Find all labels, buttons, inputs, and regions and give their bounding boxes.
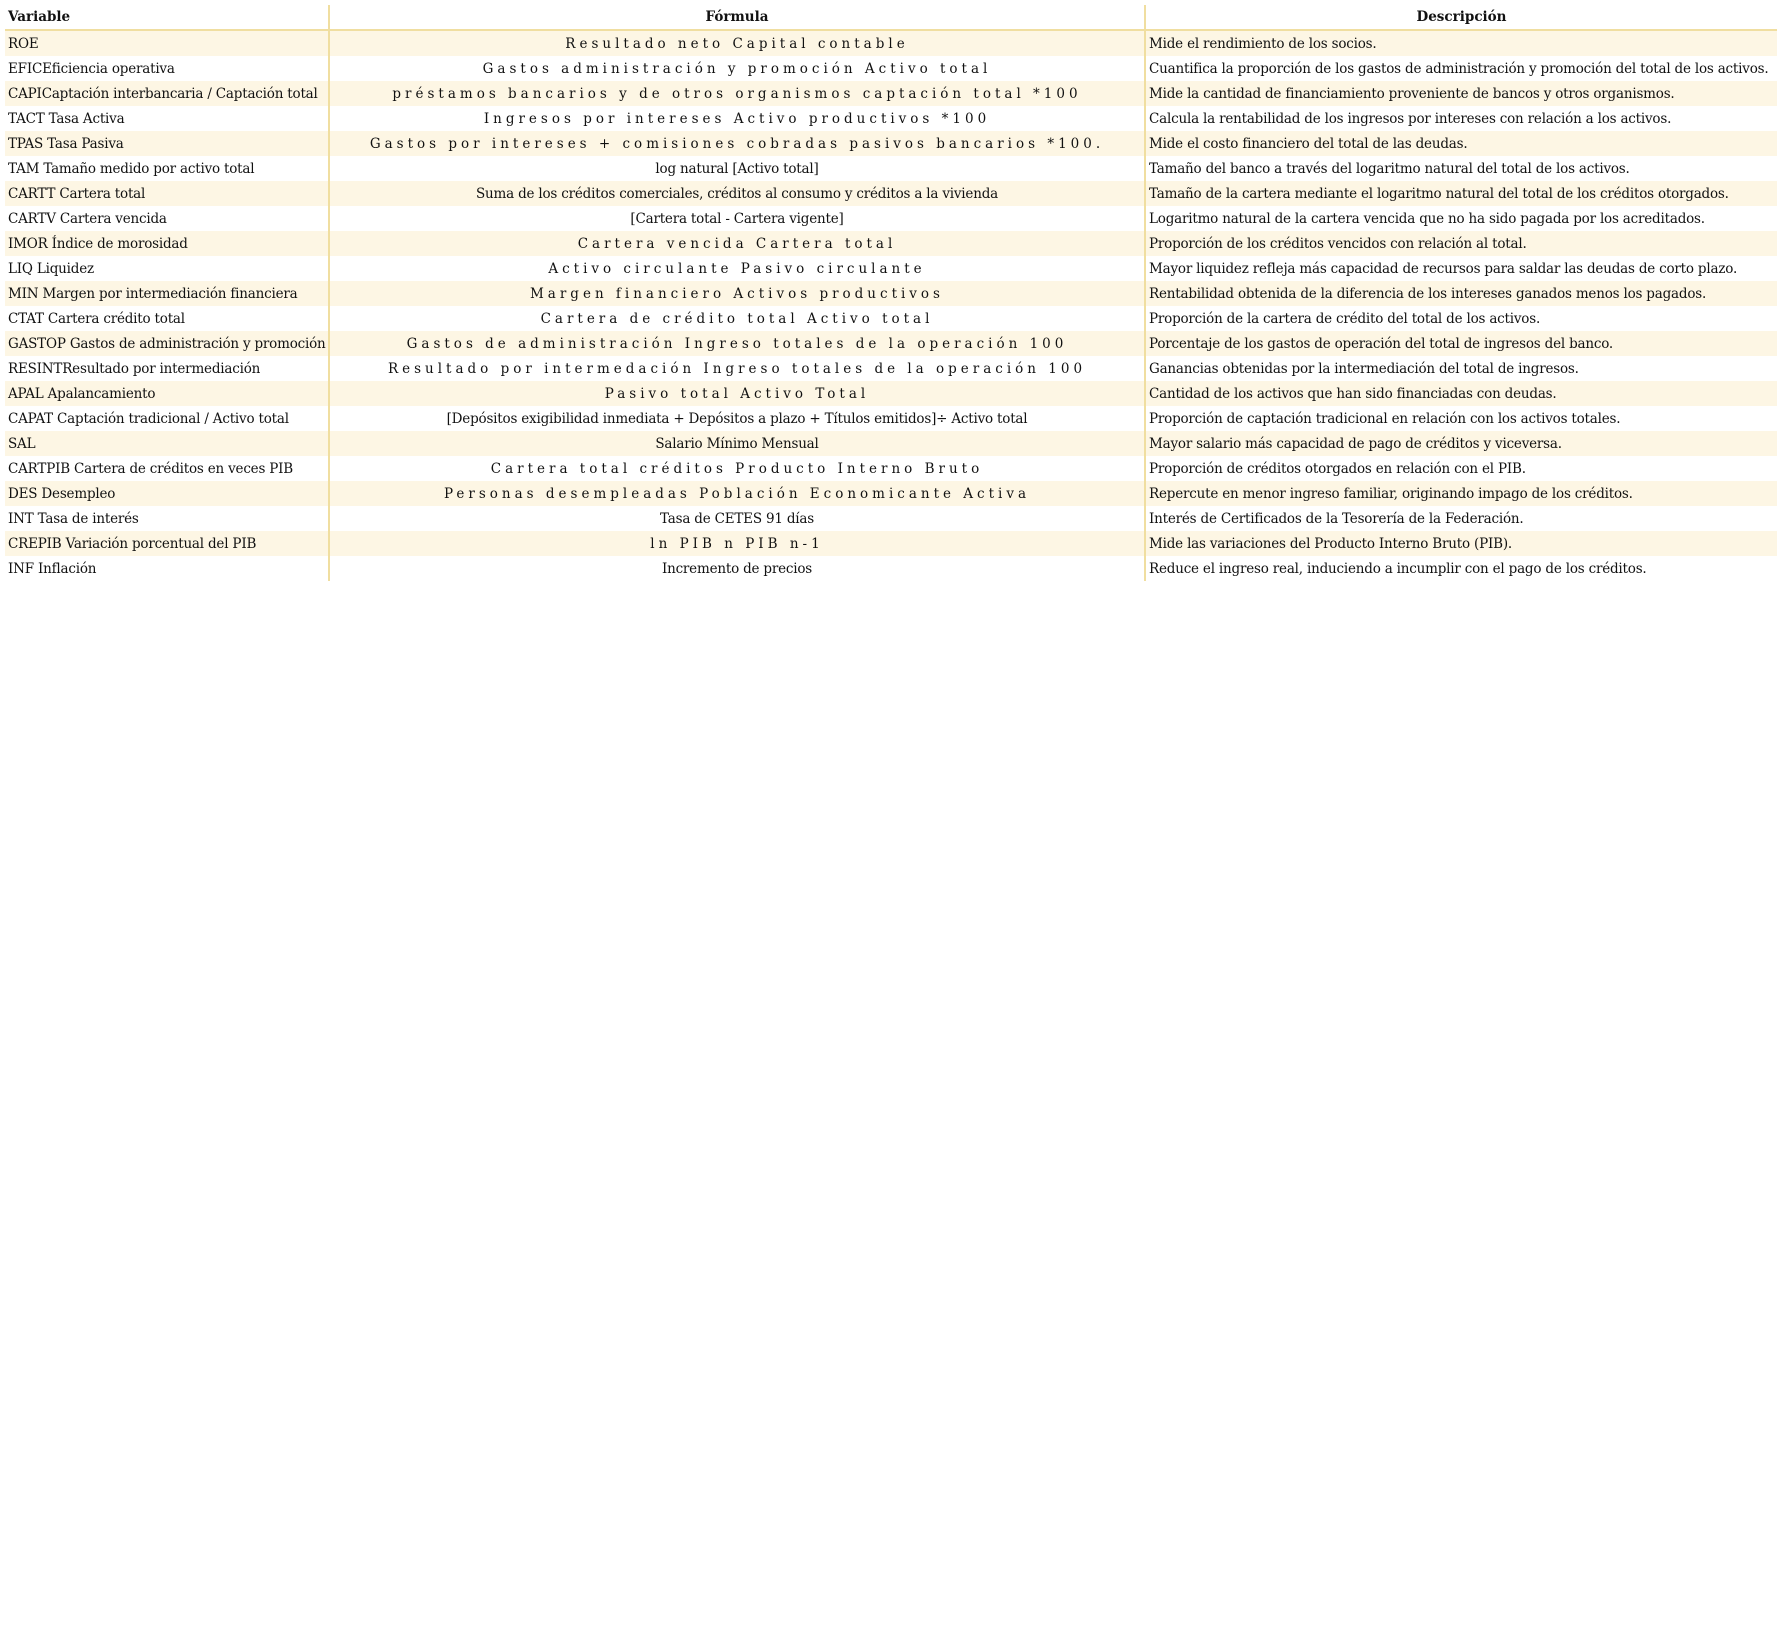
table-row <box>5 281 1777 306</box>
formula-cell: Cartera de crédito total Activo total <box>329 306 1145 331</box>
formula-cell: log natural [Activo total] <box>329 156 1145 181</box>
description-cell: Mide el rendimiento de los socios. <box>1145 30 1777 56</box>
variables-table <box>5 5 1777 581</box>
table-row <box>5 481 1777 506</box>
formula-cell: préstamos bancarios y de otros organismos captación total *100 <box>329 81 1145 106</box>
description-cell: Ganancias obtenidas por la intermediación del total de ingresos. <box>1145 356 1777 381</box>
description-cell: Proporción de captación tradicional en relación con los activos totales. <box>1145 406 1777 431</box>
table-row <box>5 506 1777 531</box>
formula-cell: Personas desempleadas Población Economicante Activa <box>329 481 1145 506</box>
variable-cell: APAL Apalancamiento <box>5 381 329 406</box>
table-row <box>5 206 1777 231</box>
header-description: Descripción <box>1145 5 1777 30</box>
table-row <box>5 81 1777 106</box>
formula-cell: Cartera vencida Cartera total <box>329 231 1145 256</box>
table-row <box>5 156 1777 181</box>
variable-cell: RESINTResultado por intermediación <box>5 356 329 381</box>
variable-cell: CTAT Cartera crédito total <box>5 306 329 331</box>
variable-cell: CARTPIB Cartera de créditos en veces PIB <box>5 456 329 481</box>
table-row <box>5 556 1777 581</box>
formula-cell: Cartera total créditos Producto Interno Bruto <box>329 456 1145 481</box>
formula-cell: Activo circulante Pasivo circulante <box>329 256 1145 281</box>
header-row <box>5 5 1777 30</box>
table-row <box>5 181 1777 206</box>
formula-cell: Incremento de precios <box>329 556 1145 581</box>
description-cell: Repercute en menor ingreso familiar, originando impago de los créditos. <box>1145 481 1777 506</box>
formula-cell: Gastos administración y promoción Activo total <box>329 56 1145 81</box>
description-cell: Reduce el ingreso real, induciendo a incumplir con el pago de los créditos. <box>1145 556 1777 581</box>
variable-cell: MIN Margen por intermediación financiera <box>5 281 329 306</box>
variable-cell: ROE <box>5 30 329 56</box>
formula-cell: Gastos por intereses + comisiones cobradas pasivos bancarios *100. <box>329 131 1145 156</box>
variable-cell: EFICEficiencia operativa <box>5 56 329 81</box>
formula-cell: Pasivo total Activo Total <box>329 381 1145 406</box>
variable-cell: SAL <box>5 431 329 456</box>
description-cell: Mide las variaciones del Producto Interno Bruto (PIB). <box>1145 531 1777 556</box>
table-row <box>5 131 1777 156</box>
table-row <box>5 531 1777 556</box>
variable-cell: CREPIB Variación porcentual del PIB <box>5 531 329 556</box>
table-row <box>5 331 1777 356</box>
description-cell: Rentabilidad obtenida de la diferencia de los intereses ganados menos los pagados. <box>1145 281 1777 306</box>
formula-cell: Salario Mínimo Mensual <box>329 431 1145 456</box>
description-cell: Proporción de la cartera de crédito del total de los activos. <box>1145 306 1777 331</box>
description-cell: Mayor salario más capacidad de pago de créditos y viceversa. <box>1145 431 1777 456</box>
variable-cell: LIQ Liquidez <box>5 256 329 281</box>
variable-cell: INT Tasa de interés <box>5 506 329 531</box>
formula-cell: Resultado por intermedación Ingreso totales de la operación 100 <box>329 356 1145 381</box>
description-cell: Proporción de los créditos vencidos con relación al total. <box>1145 231 1777 256</box>
description-cell: Cantidad de los activos que han sido financiadas con deudas. <box>1145 381 1777 406</box>
description-cell: Cuantifica la proporción de los gastos de administración y promoción del total de los activos. <box>1145 56 1777 81</box>
formula-cell: Margen financiero Activos productivos <box>329 281 1145 306</box>
description-cell: Porcentaje de los gastos de operación del total de ingresos del banco. <box>1145 331 1777 356</box>
description-cell: Proporción de créditos otorgados en relación con el PIB. <box>1145 456 1777 481</box>
variable-cell: TPAS Tasa Pasiva <box>5 131 329 156</box>
description-cell: Mayor liquidez refleja más capacidad de recursos para saldar las deudas de corto plazo. <box>1145 256 1777 281</box>
table-row <box>5 431 1777 456</box>
description-cell: Tamaño de la cartera mediante el logaritmo natural del total de los créditos otorgados. <box>1145 181 1777 206</box>
variable-cell: INF Inflación <box>5 556 329 581</box>
description-cell: Logaritmo natural de la cartera vencida que no ha sido pagada por los acreditados. <box>1145 206 1777 231</box>
header-formula: Fórmula <box>329 5 1145 30</box>
formula-cell: Suma de los créditos comerciales, créditos al consumo y créditos a la vivienda <box>329 181 1145 206</box>
variable-cell: CAPAT Captación tradicional / Activo total <box>5 406 329 431</box>
description-cell: Tamaño del banco a través del logaritmo natural del total de los activos. <box>1145 156 1777 181</box>
table-row <box>5 56 1777 81</box>
table-row <box>5 456 1777 481</box>
variable-cell: DES Desempleo <box>5 481 329 506</box>
formula-cell: [Cartera total - Cartera vigente] <box>329 206 1145 231</box>
variable-cell: TAM Tamaño medido por activo total <box>5 156 329 181</box>
description-cell: Mide el costo financiero del total de las deudas. <box>1145 131 1777 156</box>
variable-cell: TACT Tasa Activa <box>5 106 329 131</box>
formula-cell: ln PIB n PIB n-1 <box>329 531 1145 556</box>
table-header <box>5 5 1777 30</box>
table-row <box>5 231 1777 256</box>
description-cell: Calcula la rentabilidad de los ingresos por intereses con relación a los activos. <box>1145 106 1777 131</box>
header-variable: Variable <box>5 5 329 30</box>
description-cell: Mide la cantidad de financiamiento proveniente de bancos y otros organismos. <box>1145 81 1777 106</box>
table-row <box>5 30 1777 56</box>
variable-cell: CAPICaptación interbancaria / Captación total <box>5 81 329 106</box>
variable-cell: GASTOP Gastos de administración y promoción <box>5 331 329 356</box>
table-row <box>5 306 1777 331</box>
table-row <box>5 106 1777 131</box>
formula-cell: [Depósitos exigibilidad inmediata + Depósitos a plazo + Títulos emitidos]÷ Activo total <box>329 406 1145 431</box>
formula-cell: Resultado neto Capital contable <box>329 30 1145 56</box>
formula-cell: Gastos de administración Ingreso totales de la operación 100 <box>329 331 1145 356</box>
table-body <box>5 30 1777 581</box>
variable-cell: IMOR Índice de morosidad <box>5 231 329 256</box>
formula-cell: Ingresos por intereses Activo productivos *100 <box>329 106 1145 131</box>
table-row <box>5 406 1777 431</box>
variable-cell: CARTV Cartera vencida <box>5 206 329 231</box>
variables-sheet <box>5 5 1777 581</box>
table-row <box>5 356 1777 381</box>
formula-cell: Tasa de CETES 91 días <box>329 506 1145 531</box>
description-cell: Interés de Certificados de la Tesorería de la Federación. <box>1145 506 1777 531</box>
table-row <box>5 256 1777 281</box>
variable-cell: CARTT Cartera total <box>5 181 329 206</box>
table-row <box>5 381 1777 406</box>
